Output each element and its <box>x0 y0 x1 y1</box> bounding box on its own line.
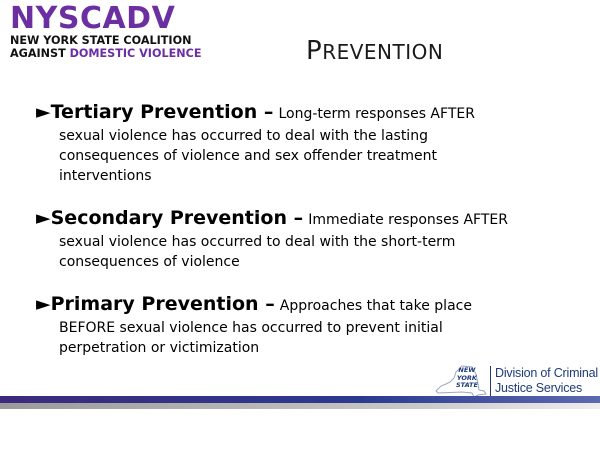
bullet-term: Secondary Prevention – <box>50 207 304 229</box>
bullet-primary <box>36 292 576 358</box>
bullet-secondary <box>36 206 576 272</box>
logo-line-2-b: DOMESTIC VIOLENCE <box>69 47 202 60</box>
bullet-arrow-icon: ► <box>36 207 51 229</box>
title-initial: P <box>306 36 323 66</box>
logo-divider <box>490 366 491 396</box>
bullet-line: perpetration or victimization <box>59 340 260 356</box>
logo-line-2-a: AGAINST <box>10 47 70 60</box>
dcjs-name-line-1: Division of Criminal <box>495 366 598 380</box>
bullet-list <box>36 100 576 378</box>
bullet-line: consequences of violence <box>59 254 240 270</box>
bullet-line: sexual violence has occurred to deal with the short-term <box>59 234 456 250</box>
bullet-term: Primary Prevention – <box>50 293 275 315</box>
nyscadv-logo <box>10 1 210 60</box>
bullet-head <box>36 206 576 232</box>
dcjs-name <box>495 366 598 396</box>
bullet-tertiary <box>36 100 576 186</box>
dcjs-logo <box>432 364 598 398</box>
ny-line: STATE <box>456 381 478 389</box>
bullet-arrow-icon: ► <box>36 101 51 123</box>
bullet-arrow-icon: ► <box>36 293 51 315</box>
bullet-head <box>36 292 576 318</box>
title-rest: REVENTION <box>322 40 444 64</box>
bullet-term: Tertiary Prevention – <box>50 101 274 123</box>
logo-line-1: NEW YORK STATE COALITION <box>10 34 192 47</box>
dcjs-name-line-2: Justice Services <box>495 381 583 395</box>
bullet-line: BEFORE sexual violence has occurred to prevent initial <box>59 320 443 336</box>
ny-line: NEW <box>458 366 476 374</box>
bullet-lead: Approaches that take place <box>279 298 472 314</box>
ny-line: YORK <box>456 373 477 382</box>
bullet-lead: Long-term responses AFTER <box>278 106 475 122</box>
bullet-line: consequences of violence and sex offender treatment <box>59 148 437 164</box>
bullet-lead: Immediate responses AFTER <box>308 212 508 228</box>
slide-title <box>306 36 443 66</box>
footer-bar-gray <box>0 403 600 409</box>
bullet-line: sexual violence has occurred to deal with the lasting <box>59 128 428 144</box>
logo-line-2 <box>10 47 210 60</box>
bullet-line: interventions <box>59 168 152 184</box>
ny-state-text <box>456 367 478 390</box>
footer-bar-navy <box>0 396 600 403</box>
bullet-head <box>36 100 576 126</box>
logo-wordmark: NYSCADV <box>10 1 176 36</box>
